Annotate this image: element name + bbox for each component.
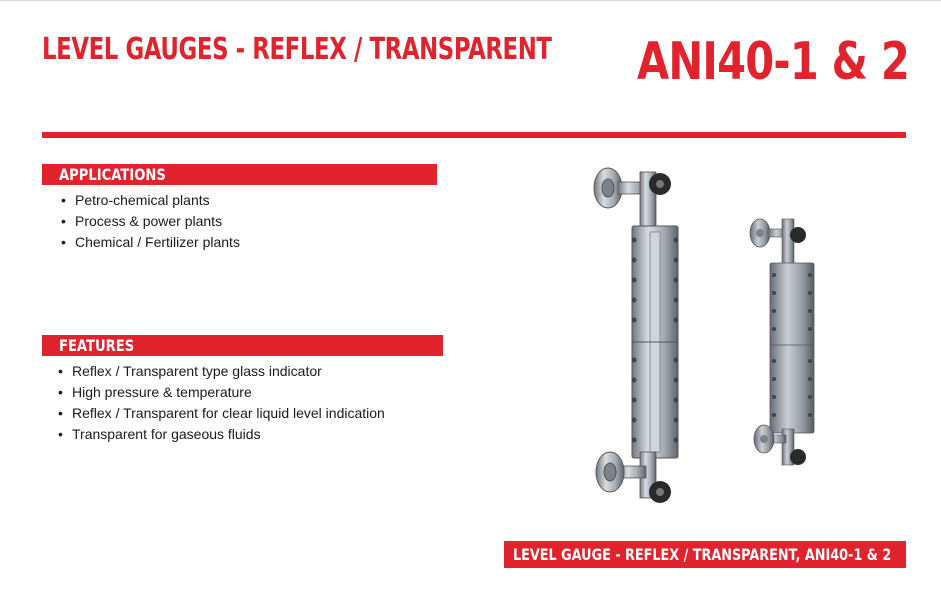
applications-heading: APPLICATIONS: [59, 165, 166, 184]
level-gauge-large-image: [590, 160, 700, 520]
applications-heading-bar: [42, 164, 437, 185]
header-rule: [42, 132, 906, 138]
list-item: • Reflex / Transparent for clear liquid level indication: [58, 405, 385, 421]
list-item: • Transparent for gaseous fluids: [58, 426, 261, 442]
features-list: [58, 361, 385, 445]
model-code: ANI40-1 & 2: [637, 32, 909, 92]
list-item: • High pressure & temperature: [58, 384, 252, 400]
top-divider: [0, 0, 941, 1]
list-item: • Petro-chemical plants: [61, 192, 210, 208]
figure-caption: LEVEL GAUGE - REFLEX / TRANSPARENT, ANI40-1 & 2: [513, 545, 892, 564]
list-item: • Chemical / Fertilizer plants: [61, 234, 240, 250]
level-gauge-small-image: [740, 205, 830, 475]
features-heading-bar: [42, 335, 443, 356]
figure-caption-bar: [504, 541, 906, 568]
list-item: • Reflex / Transparent type glass indicator: [58, 363, 322, 379]
list-item: • Process & power plants: [61, 213, 223, 229]
page-title: LEVEL GAUGES - REFLEX / TRANSPARENT: [42, 32, 552, 67]
features-heading: FEATURES: [59, 336, 135, 355]
applications-list: [61, 190, 240, 253]
